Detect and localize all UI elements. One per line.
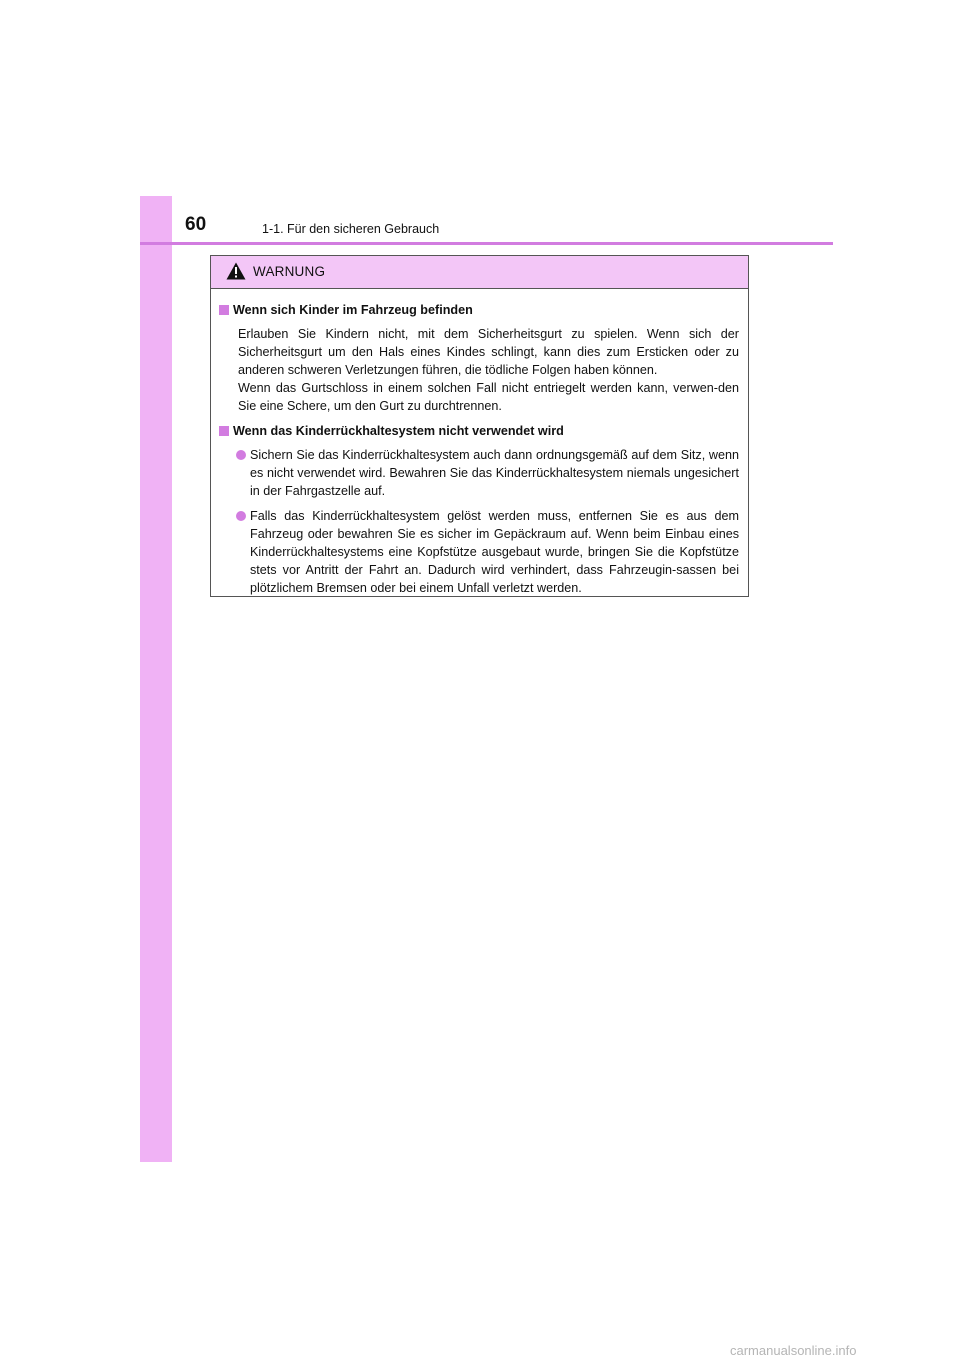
dot-bullet-icon — [236, 450, 246, 460]
bullet-text: Sichern Sie das Kinderrückhaltesystem auch dann ordnungsgemäß auf dem Sitz, wenn es nicht verwendet wird. Bewahren Sie das Kinderrückhaltesystem niemals ungesichert in der Fahrgastzelle auf. — [250, 448, 739, 498]
section-heading-text: Wenn das Kinderrückhaltesystem nicht verwendet wird — [233, 424, 564, 438]
side-strip — [140, 196, 172, 1162]
square-bullet-icon — [219, 305, 229, 315]
warning-header — [211, 256, 748, 289]
bullet-text: Falls das Kinderrückhaltesystem gelöst werden muss, entfernen Sie es aus dem Fahrzeug oder bewahren Sie es sicher im Gepäckraum auf. Wenn beim Einbau eines Kinderrückhaltesystems eine Kopfstütze ausgebaut wurde, bringen Sie die Kopfstütze stets vor Antritt der Fahrt an. Dadurch wird verhindert, dass Fahrzeugin-sassen bei plötzlichem Bremsen oder bei einem Unfall verletzt werden. — [250, 509, 739, 595]
bullet-item — [219, 507, 739, 597]
section-title: 1-1. Für den sicheren Gebrauch — [262, 222, 440, 236]
warning-body — [211, 289, 748, 597]
section-heading — [219, 422, 739, 440]
section-heading-text: Wenn sich Kinder im Fahrzeug befinden — [233, 303, 473, 317]
warning-box — [210, 255, 749, 597]
page-number: 60 — [185, 214, 207, 235]
dot-bullet-icon — [236, 511, 246, 521]
bullet-item — [219, 446, 739, 500]
paragraph-text: Wenn das Gurtschloss in einem solchen Fall nicht entriegelt werden kann, verwen-den Sie eine Schere, um den Gurt zu durchtrennen. — [238, 381, 739, 413]
warning-label: WARNUNG — [253, 264, 326, 279]
paragraph-text: Erlauben Sie Kindern nicht, mit dem Sicherheitsgurt zu spielen. Wenn sich der Sicherheitsgurt um den Hals eines Kindes schlingt, kann dies zum Ersticken oder zu anderen schweren Verletzungen führen, die tödliche Folgen haben können. — [238, 327, 739, 377]
paragraph — [219, 325, 739, 415]
section-heading — [219, 301, 739, 319]
square-bullet-icon — [219, 426, 229, 436]
watermark: carmanualsonline.info — [730, 1343, 857, 1358]
warning-triangle-icon — [226, 262, 246, 280]
header-rule — [140, 242, 833, 245]
